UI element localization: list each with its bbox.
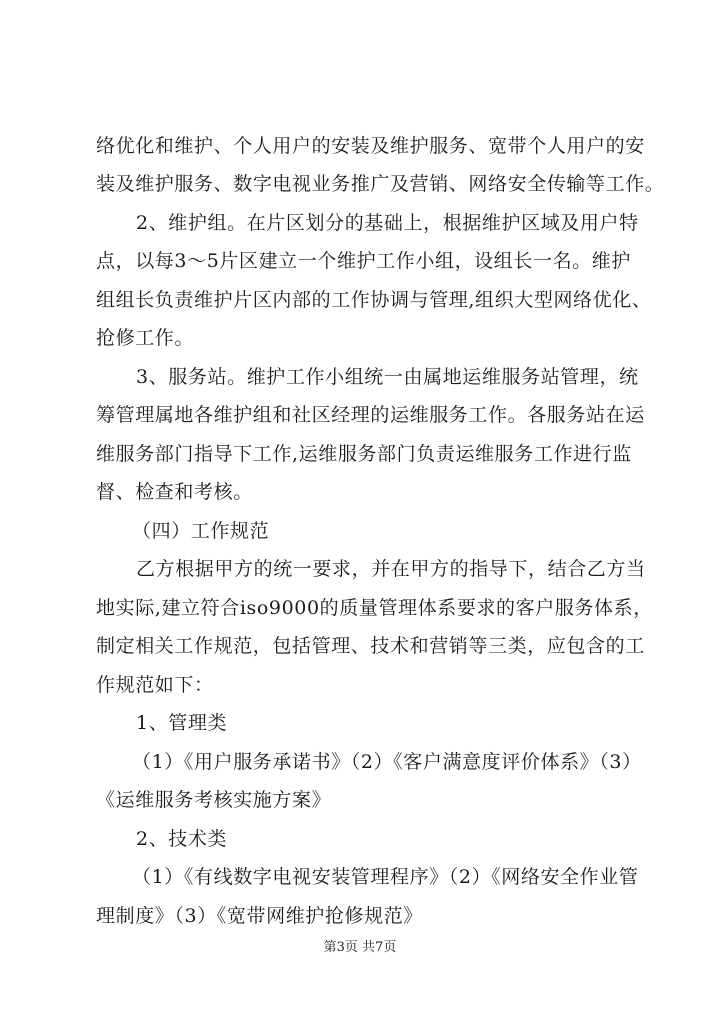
text-line-10: 督、检查和考核。 [96, 481, 253, 503]
page-footer: 第3页 共7页 [323, 940, 397, 955]
text-line-2: 装及维护服务、数字电视业务推广及营销、网络安全传输等工作。 [96, 173, 665, 195]
text-line-15: 作规范如下： [96, 674, 214, 696]
text-line-18: 《运维服务考核实施方案》 [96, 789, 332, 811]
text-line-8: 筹管理属地各维护组和社区经理的运维服务工作。各服务站在运 [96, 404, 645, 426]
text-line-12: 乙方根据甲方的统一要求，并在甲方的指导下，结合乙方当 [136, 558, 646, 580]
text-line-9: 维服务部门指导下工作,运维服务部门负责运维服务工作进行监 [96, 443, 632, 465]
section-heading: （四）工作规范 [132, 520, 270, 542]
text-line-4: 点，以每3～5片区建立一个维护工作小组，设组长一名。维护 [96, 250, 631, 272]
subheading-management: 1、管理类 [136, 712, 228, 734]
subheading-technical: 2、技术类 [136, 828, 228, 850]
text-line-6: 抢修工作。 [96, 327, 195, 349]
text-line-20: （1）《有线数字电视安装管理程序》（2）《网络安全作业管 [132, 866, 639, 888]
text-line-21: 理制度》（3）《宽带网维护抢修规范》 [96, 905, 423, 927]
text-line-13: 地实际,建立符合iso9000的质量管理体系要求的客户服务体系， [96, 597, 653, 619]
text-line-5: 组组长负责维护片区内部的工作协调与管理,组织大型网络优化、 [96, 289, 652, 311]
text-line-7: 3、服务站。维护工作小组统一由属地运维服务站管理，统 [136, 366, 639, 388]
text-line-14: 制定相关工作规范，包括管理、技术和营销等三类，应包含的工 [96, 635, 645, 657]
text-line-17: （1）《用户服务承诺书》（2）《客户满意度评价体系》（3） [132, 751, 642, 773]
text-line-3: 2、维护组。在片区划分的基础上，根据维护区域及用户特 [136, 212, 639, 234]
text-line-1: 络优化和维护、个人用户的安装及维护服务、宽带个人用户的安 [96, 135, 645, 157]
